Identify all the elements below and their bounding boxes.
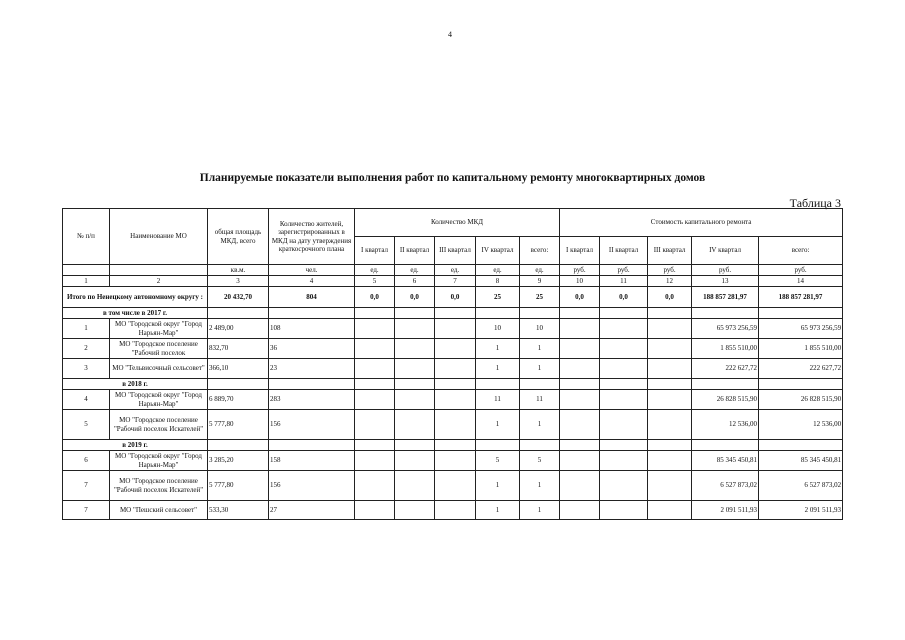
header-mkd-group: Количество МКД	[355, 209, 560, 237]
total-row	[63, 287, 843, 308]
column-number-row	[63, 276, 843, 287]
column-number: 1	[63, 276, 110, 287]
header-cost-q4: IV квартал	[692, 237, 759, 265]
row-area: 2 489,00	[208, 319, 269, 339]
table-row	[63, 410, 843, 440]
section-label-2018: в 2018 г.	[63, 379, 208, 390]
row-area: 3 285,20	[208, 451, 269, 471]
row-mkd-total: 1	[520, 359, 560, 379]
row-mo-name: МО "Городской округ "Город Нарьян-Мар"	[110, 319, 208, 339]
total-cost-total: 188 857 281,97	[759, 287, 843, 308]
row-mo-name: МО "Городское поселение "Рабочий поселок Искателей"	[110, 410, 208, 440]
capital-repair-table	[62, 208, 843, 520]
row-cost-q4: 2 091 511,93	[692, 501, 759, 520]
unit-cell: руб.	[759, 265, 843, 276]
row-cost-total: 222 627,72	[759, 359, 843, 379]
row-area: 5 777,80	[208, 410, 269, 440]
row-mo-name: МО "Городское поселение "Рабочий поселок Искателей"	[110, 471, 208, 501]
unit-cell: ед.	[476, 265, 520, 276]
table-row	[63, 451, 843, 471]
unit-cell: ед.	[435, 265, 476, 276]
row-mkd-total: 1	[520, 501, 560, 520]
header-row-1	[63, 209, 843, 237]
unit-cell	[110, 265, 208, 276]
row-cost-total: 26 828 515,90	[759, 390, 843, 410]
total-cost-q3: 0,0	[648, 287, 692, 308]
column-number: 2	[110, 276, 208, 287]
row-residents: 156	[269, 410, 355, 440]
column-number: 3	[208, 276, 269, 287]
row-residents: 108	[269, 319, 355, 339]
table-label: Таблица 3	[789, 196, 841, 210]
row-mkd-total: 10	[520, 319, 560, 339]
table-row	[63, 390, 843, 410]
row-mkd-q4: 1	[476, 359, 520, 379]
unit-cell: руб.	[600, 265, 648, 276]
column-number: 4	[269, 276, 355, 287]
section-label-2019: в 2019 г.	[63, 440, 208, 451]
row-num: 1	[63, 319, 110, 339]
table-row	[63, 501, 843, 520]
row-cost-q4: 85 345 450,81	[692, 451, 759, 471]
section-row-2017	[63, 308, 843, 319]
row-mkd-q4: 10	[476, 319, 520, 339]
row-cost-q4: 6 527 873,02	[692, 471, 759, 501]
row-num: 7	[63, 501, 110, 520]
table-row	[63, 471, 843, 501]
section-label-2017: в том числе в 2017 г.	[63, 308, 208, 319]
row-area: 533,30	[208, 501, 269, 520]
row-area: 6 889,70	[208, 390, 269, 410]
row-num: 4	[63, 390, 110, 410]
row-cost-total: 6 527 873,02	[759, 471, 843, 501]
row-cost-total: 2 091 511,93	[759, 501, 843, 520]
row-mkd-q4: 1	[476, 501, 520, 520]
row-residents: 36	[269, 339, 355, 359]
row-cost-total: 1 855 510,00	[759, 339, 843, 359]
column-number: 14	[759, 276, 843, 287]
row-cost-total: 12 536,00	[759, 410, 843, 440]
row-residents: 27	[269, 501, 355, 520]
row-mkd-q4: 5	[476, 451, 520, 471]
total-cost-q2: 0,0	[600, 287, 648, 308]
row-num: 6	[63, 451, 110, 471]
header-num: № п/п	[63, 209, 110, 265]
column-number: 9	[520, 276, 560, 287]
header-mkd-q1: I квартал	[355, 237, 395, 265]
column-number: 12	[648, 276, 692, 287]
row-mkd-total: 5	[520, 451, 560, 471]
table-row	[63, 359, 843, 379]
column-number: 10	[560, 276, 600, 287]
total-mkd-q4: 25	[476, 287, 520, 308]
column-number: 6	[395, 276, 435, 287]
total-cost-q4: 188 857 281,97	[692, 287, 759, 308]
row-mkd-q4: 1	[476, 471, 520, 501]
unit-cell: руб.	[560, 265, 600, 276]
row-residents: 283	[269, 390, 355, 410]
total-mkd-q2: 0,0	[395, 287, 435, 308]
row-residents: 156	[269, 471, 355, 501]
header-cost-total: всего:	[759, 237, 843, 265]
column-number: 13	[692, 276, 759, 287]
header-cost-q2: II квартал	[600, 237, 648, 265]
row-mkd-total: 1	[520, 410, 560, 440]
section-row-2019	[63, 440, 843, 451]
row-mkd-q4: 1	[476, 410, 520, 440]
row-num: 2	[63, 339, 110, 359]
row-mkd-total: 1	[520, 471, 560, 501]
row-mo-name: МО "Пешский сельсовет"	[110, 501, 208, 520]
column-number: 11	[600, 276, 648, 287]
section-row-2018	[63, 379, 843, 390]
row-mkd-q4: 11	[476, 390, 520, 410]
header-mkd-q3: III квартал	[435, 237, 476, 265]
row-cost-q4: 65 973 256,59	[692, 319, 759, 339]
header-mkd-q4: IV квартал	[476, 237, 520, 265]
unit-cell	[63, 265, 110, 276]
unit-cell: руб.	[648, 265, 692, 276]
total-cost-q1: 0,0	[560, 287, 600, 308]
column-number: 8	[476, 276, 520, 287]
row-cost-q4: 12 536,00	[692, 410, 759, 440]
total-area: 20 432,70	[208, 287, 269, 308]
row-mkd-total: 11	[520, 390, 560, 410]
column-number: 7	[435, 276, 476, 287]
row-mo-name: МО "Тельвисочный сельсовет"	[110, 359, 208, 379]
row-area: 366,10	[208, 359, 269, 379]
header-cost-q1: I квартал	[560, 237, 600, 265]
row-area: 832,70	[208, 339, 269, 359]
row-mo-name: МО "Городской округ "Город Нарьян-Мар"	[110, 390, 208, 410]
page-number: 4	[448, 30, 452, 39]
header-name: Наименование МО	[110, 209, 208, 265]
header-mkd-total: всего:	[520, 237, 560, 265]
total-residents: 804	[269, 287, 355, 308]
row-num: 7	[63, 471, 110, 501]
row-area: 5 777,80	[208, 471, 269, 501]
document-title: Планируемые показатели выполнения работ по капитальному ремонту многоквартирных домов	[199, 172, 706, 184]
total-mkd-q3: 0,0	[435, 287, 476, 308]
total-mkd-q1: 0,0	[355, 287, 395, 308]
row-cost-total: 85 345 450,81	[759, 451, 843, 471]
unit-cell: кв.м.	[208, 265, 269, 276]
unit-cell: ед.	[355, 265, 395, 276]
row-mo-name: МО "Городской округ "Город Нарьян-Мар"	[110, 451, 208, 471]
unit-cell: ед.	[395, 265, 435, 276]
header-mkd-q2: II квартал	[395, 237, 435, 265]
row-cost-q4: 1 855 510,00	[692, 339, 759, 359]
row-mkd-total: 1	[520, 339, 560, 359]
row-mkd-q4: 1	[476, 339, 520, 359]
row-residents: 23	[269, 359, 355, 379]
table-row	[63, 339, 843, 359]
header-residents: Количество жителей, зарегистрированных в МКД на дату утверждения краткосрочного плана	[269, 209, 355, 265]
unit-cell: ед.	[520, 265, 560, 276]
row-mo-name: МО "Городское поселение "Рабочий поселок	[110, 339, 208, 359]
header-cost-q3: III квартал	[648, 237, 692, 265]
unit-cell: чел.	[269, 265, 355, 276]
header-cost-group: Стоимость капитального ремонта	[560, 209, 843, 237]
header-area: общая площадь МКД, всего	[208, 209, 269, 265]
row-cost-q4: 26 828 515,90	[692, 390, 759, 410]
units-row	[63, 265, 843, 276]
unit-cell: руб.	[692, 265, 759, 276]
total-label: Итого по Ненецкому автономному округу :	[63, 287, 208, 308]
table-row	[63, 319, 843, 339]
row-cost-q4: 222 627,72	[692, 359, 759, 379]
column-number: 5	[355, 276, 395, 287]
total-mkd-total: 25	[520, 287, 560, 308]
row-cost-total: 65 973 256,59	[759, 319, 843, 339]
row-num: 5	[63, 410, 110, 440]
row-residents: 158	[269, 451, 355, 471]
row-num: 3	[63, 359, 110, 379]
